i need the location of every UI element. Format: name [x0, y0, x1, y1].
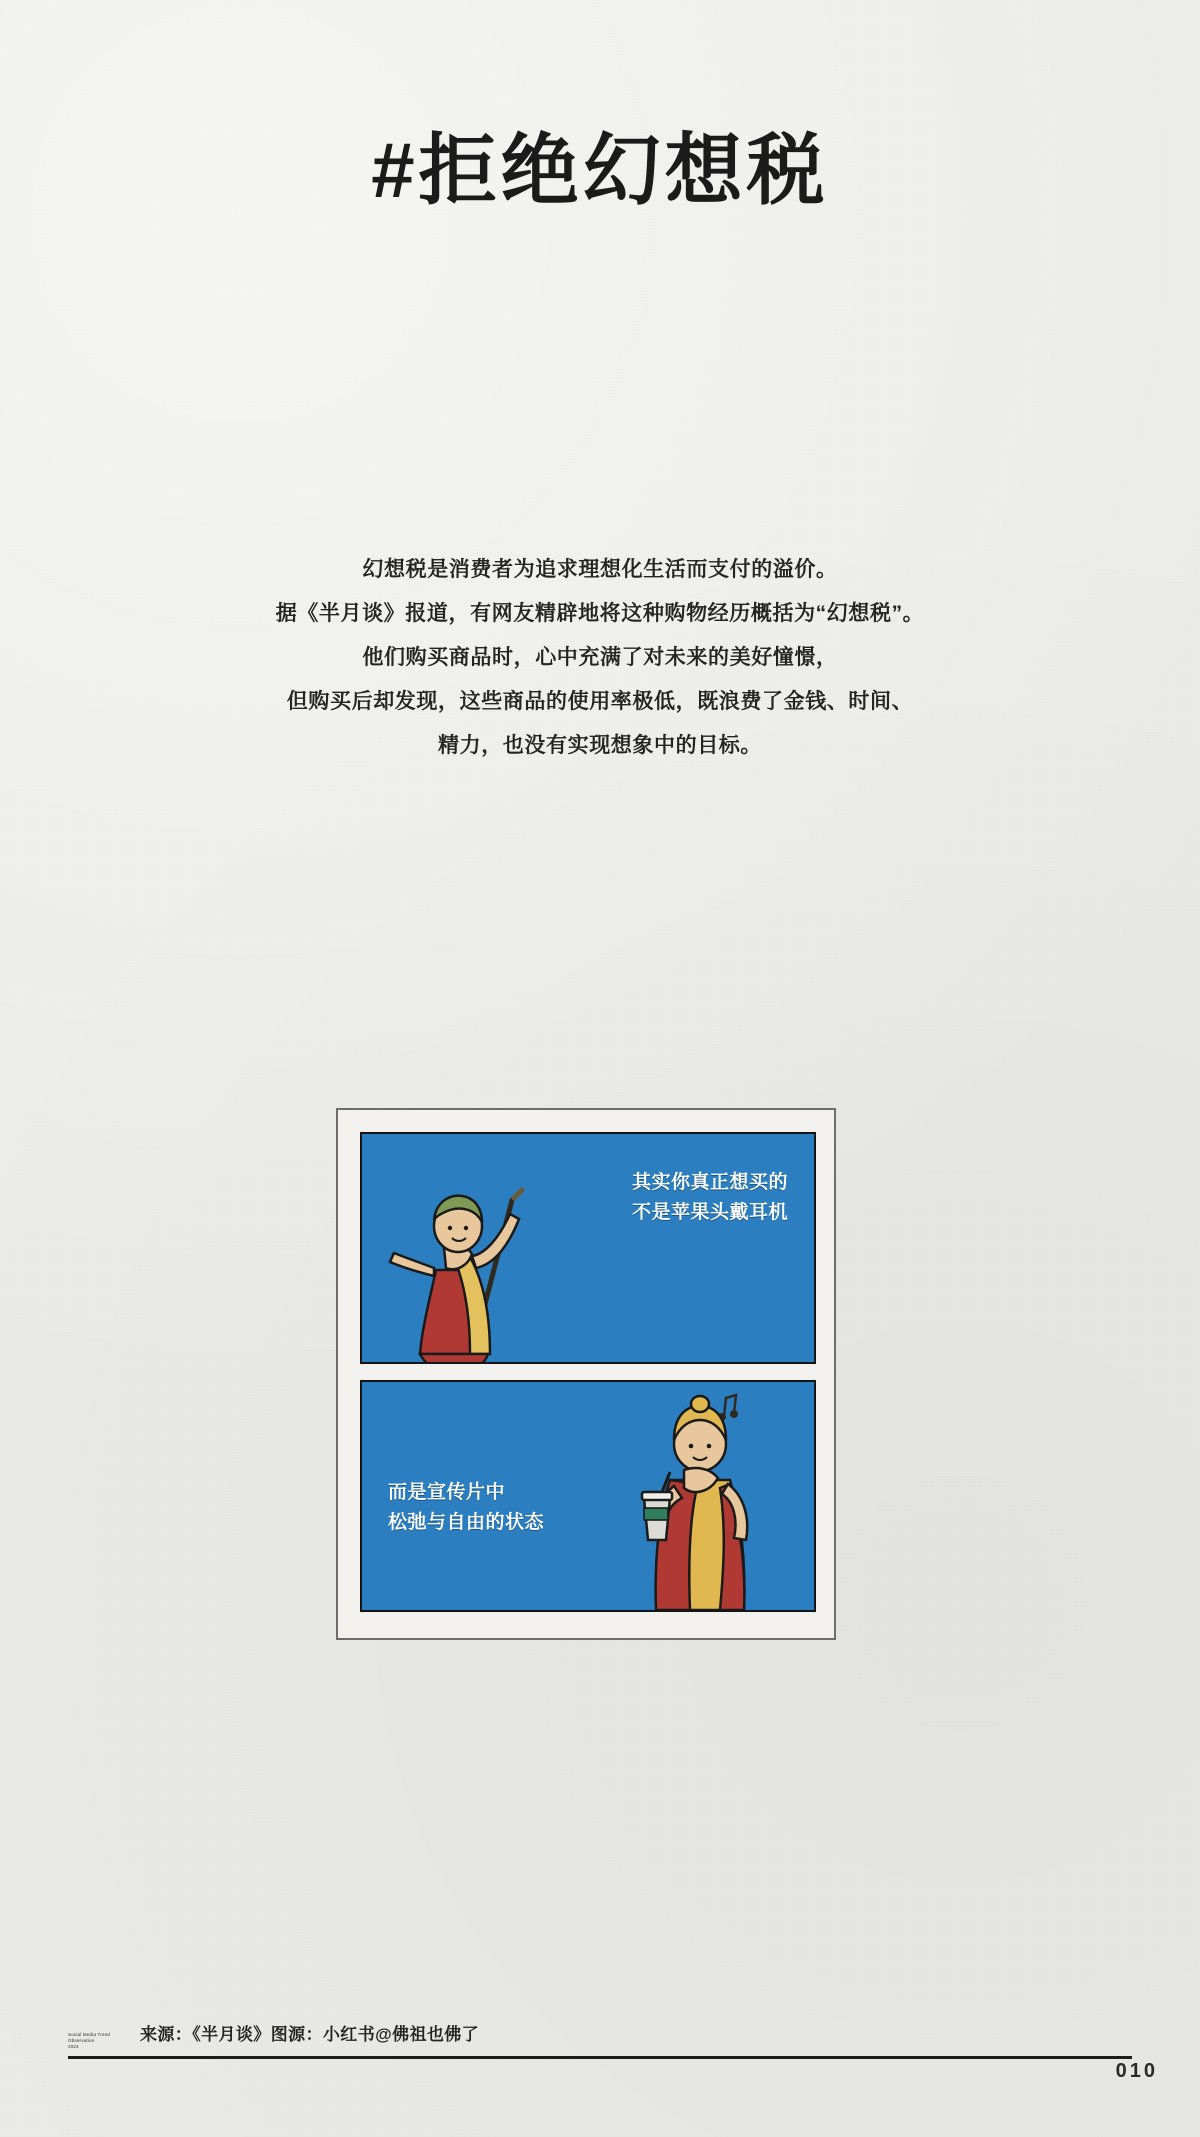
standing-buddha-with-staff-illustration — [364, 1158, 564, 1364]
caption-line: 松弛与自由的状态 — [388, 1512, 545, 1533]
panel-top-caption — [632, 1168, 788, 1228]
body-paragraph — [0, 548, 1200, 768]
buddha-holding-iced-coffee-illustration — [604, 1388, 814, 1612]
panel-bottom-caption — [388, 1478, 544, 1538]
footer-divider — [68, 2056, 1132, 2059]
caption-line: 不是苹果头戴耳机 — [631, 1202, 788, 1223]
footer-micro-text — [68, 2032, 124, 2054]
footer-source-text: 来源：《半月谈》图源：小红书@佛祖也佛了 — [140, 2025, 480, 2044]
caption-line: 而是宣传片中 — [388, 1482, 506, 1503]
footer-micro-line: 2024 — [68, 2044, 79, 2049]
meme-panel-top — [360, 1132, 816, 1364]
body-line: 精力，也没有实现想象中的目标。 — [438, 734, 762, 757]
caption-line: 其实你真正想买的 — [631, 1172, 788, 1193]
body-line: 他们购买商品时，心中充满了对未来的美好憧憬， — [362, 646, 838, 669]
meme-image-frame — [336, 1108, 836, 1640]
footer-micro-line: Observation — [68, 2038, 95, 2043]
meme-panel-bottom — [360, 1380, 816, 1612]
body-line: 幻想税是消费者为追求理想化生活而支付的溢价。 — [362, 558, 838, 581]
page-title: #拒绝幻想税 — [371, 126, 829, 214]
footer-micro-line: Social Media Trend — [68, 2032, 111, 2037]
body-line: 但购买后却发现，这些商品的使用率极低，既浪费了金钱、时间、 — [286, 690, 914, 713]
body-line: 据《半月谈》报道，有网友精辟地将这种购物经历概括为“幻想税”。 — [275, 602, 925, 625]
page-number: 010 — [1115, 2060, 1158, 2082]
